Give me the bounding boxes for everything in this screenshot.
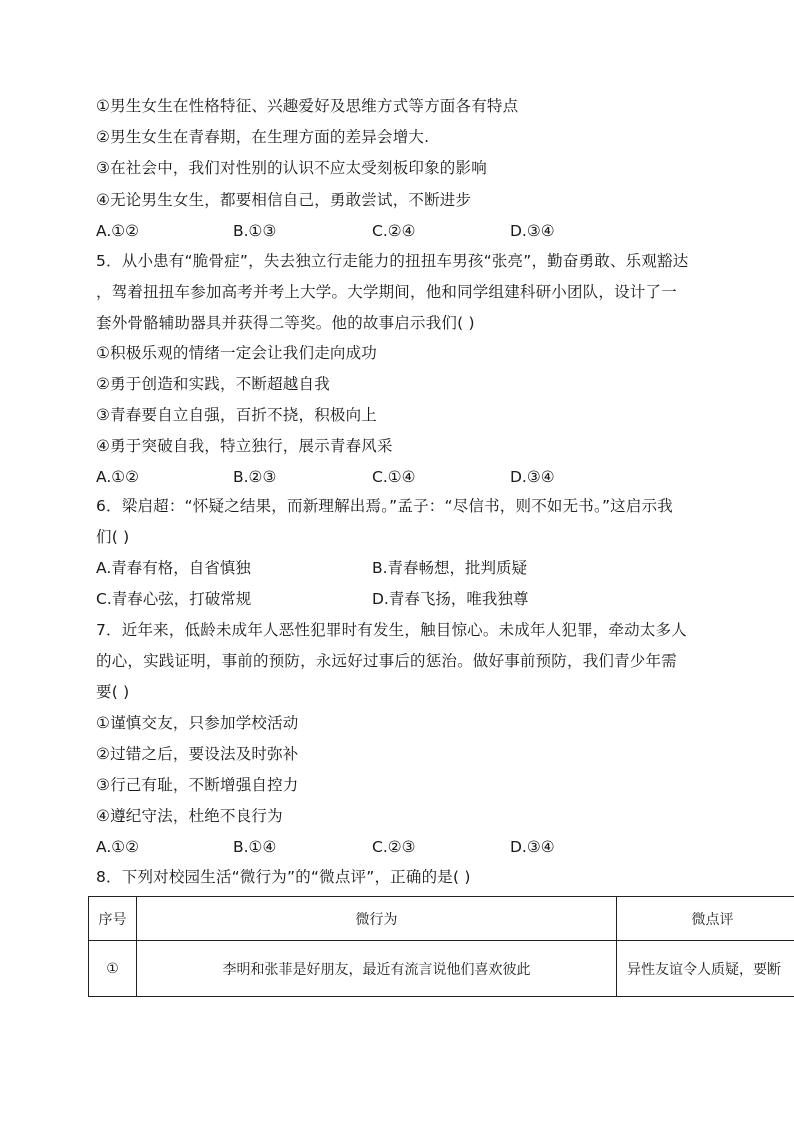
- q7-stem-line-3: 要( ): [96, 683, 130, 701]
- row-comment: 异性友谊令人质疑，要断: [617, 941, 794, 997]
- q5-item-1: ①积极乐观的情绪一定会让我们走向成功: [96, 344, 377, 362]
- q7-item-3: ③行己有耻，不断增强自控力: [96, 776, 299, 794]
- header-index: 序号: [89, 897, 137, 941]
- q5-option-a: A.①②: [96, 468, 140, 486]
- q7-item-4: ④遵纪守法，杜绝不良行为: [96, 807, 283, 825]
- q4-item-3: ③在社会中，我们对性别的认识不应太受刻板印象的影响: [96, 159, 487, 177]
- q4-item-2: ②男生女生在青春期，在生理方面的差异会增大.: [96, 128, 430, 146]
- q8-table: [88, 896, 794, 997]
- q6-stem-line-1: 6．梁启超：“怀疑之结果，而新理解出焉。”孟子：“尽信书，则不如无书。”这启示我: [96, 497, 673, 515]
- q4-item-1: ①男生女生在性格特征、兴趣爱好及思维方式等方面各有特点: [96, 97, 519, 115]
- q7-item-1: ①谨慎交友，只参加学校活动: [96, 714, 299, 732]
- table-header-row: [89, 897, 794, 941]
- header-micro-comment: 微点评: [617, 897, 794, 941]
- table-row: [89, 941, 794, 997]
- q6-option-d: D.青春飞扬，唯我独尊: [372, 590, 529, 608]
- q5-option-b: B.②③: [233, 468, 277, 486]
- q5-stem-line-1: 5．从小患有“脆骨症”，失去独立行走能力的扭扭车男孩“张亮”，勤奋勇敢、乐观豁达: [96, 252, 689, 270]
- q7-stem-line-1: 7．近年来，低龄未成年人恶性犯罪时有发生，触目惊心。未成年人犯罪，牵动太多人: [96, 621, 687, 639]
- q4-option-c: C.②④: [372, 222, 416, 240]
- q7-stem-line-2: 的心，实践证明，事前的预防，永远好过事后的惩治。做好事前预防，我们青少年需: [96, 652, 677, 670]
- q7-option-a: A.①②: [96, 838, 140, 856]
- q6-stem-line-2: 们( ): [96, 528, 130, 546]
- q5-stem-line-2: ，驾着扭扭车参加高考并考上大学。大学期间，他和同学组建科研小团队，设计了一: [96, 283, 677, 301]
- q5-stem-line-3: 套外骨骼辅助器具并获得二等奖。他的故事启示我们( ): [96, 314, 475, 332]
- row-index: ①: [89, 941, 137, 997]
- header-micro-behavior: 微行为: [137, 897, 617, 941]
- q7-item-2: ②过错之后，要设法及时弥补: [96, 745, 299, 763]
- q4-option-b: B.①③: [233, 222, 277, 240]
- q7-option-c: C.②③: [372, 838, 416, 856]
- q4-item-4: ④无论男生女生，都要相信自己，勇敢尝试，不断进步: [96, 191, 472, 209]
- q6-option-c: C.青春心弦，打破常规: [96, 590, 252, 608]
- q6-option-a: A.青春有格，自省慎独: [96, 559, 251, 577]
- q4-option-a: A.①②: [96, 222, 140, 240]
- q7-option-d: D.③④: [510, 838, 555, 856]
- row-behavior: 李明和张菲是好朋友，最近有流言说他们喜欢彼此: [137, 941, 617, 997]
- q7-option-b: B.①④: [233, 838, 277, 856]
- q6-option-b: B.青春畅想，批判质疑: [372, 559, 528, 577]
- q5-item-2: ②勇于创造和实践，不断超越自我: [96, 375, 330, 393]
- q5-item-4: ④勇于突破自我，特立独行，展示青春风采: [96, 437, 393, 455]
- q5-item-3: ③青春要自立自强，百折不挠，积极向上: [96, 406, 377, 424]
- q4-option-d: D.③④: [510, 222, 555, 240]
- q5-option-d: D.③④: [510, 468, 555, 486]
- q5-option-c: C.①④: [372, 468, 416, 486]
- q8-stem: 8．下列对校园生活“微行为”的“微点评”，正确的是( ): [96, 868, 471, 886]
